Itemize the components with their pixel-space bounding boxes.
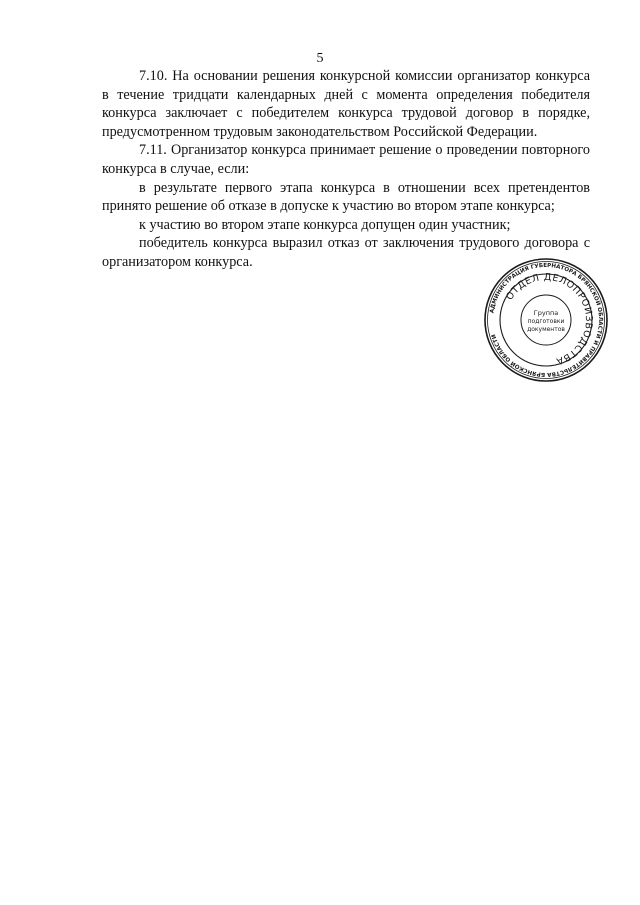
condition-winner-refused: победитель конкурса выразил отказ от заключения трудового договора с организатором конкурса.	[102, 235, 590, 270]
condition-single-participant: к участию во втором этапе конкурса допущен один участник;	[139, 216, 511, 233]
stamp-inner-text: ОТДЕЛ ДЕЛОПРОИЗВОДСТВА	[504, 271, 595, 367]
stamp-seal-graphic	[483, 257, 609, 383]
official-stamp	[483, 257, 609, 383]
stamp-center-line-2: подготовки	[527, 318, 565, 325]
stamp-outer-text: АДМИНИСТРАЦИЯ ГУБЕРНАТОРА БРЯНСКОЙ ОБЛАСТИ И ПРАВИТЕЛЬСТВА БРЯНСКОЙ ОБЛАСТИ	[489, 262, 604, 378]
paragraph-7-11: 7.11. Организатор конкурса принимает решение о проведении повторного конкурса в случае, если:	[102, 142, 590, 177]
document-body	[102, 67, 590, 272]
stamp-center-line-3: документов	[527, 326, 565, 333]
stamp-center-line-1: Группа	[533, 309, 559, 317]
paragraph-7-10: 7.10. На основании решения конкурсной комиссии организатор конкурса в течение тридцати календарных дней с момента определения победителя конкурса заключает с победителем конкурса трудовой договор в порядке, предусмотренном трудовым законодательством Российской Федерации.	[102, 68, 590, 140]
condition-all-rejected: в результате первого этапа конкурса в отношении всех претендентов принято решение об отказе в допуске к участию во втором этапе конкурса;	[102, 179, 590, 215]
page-number: 5	[316, 51, 324, 66]
